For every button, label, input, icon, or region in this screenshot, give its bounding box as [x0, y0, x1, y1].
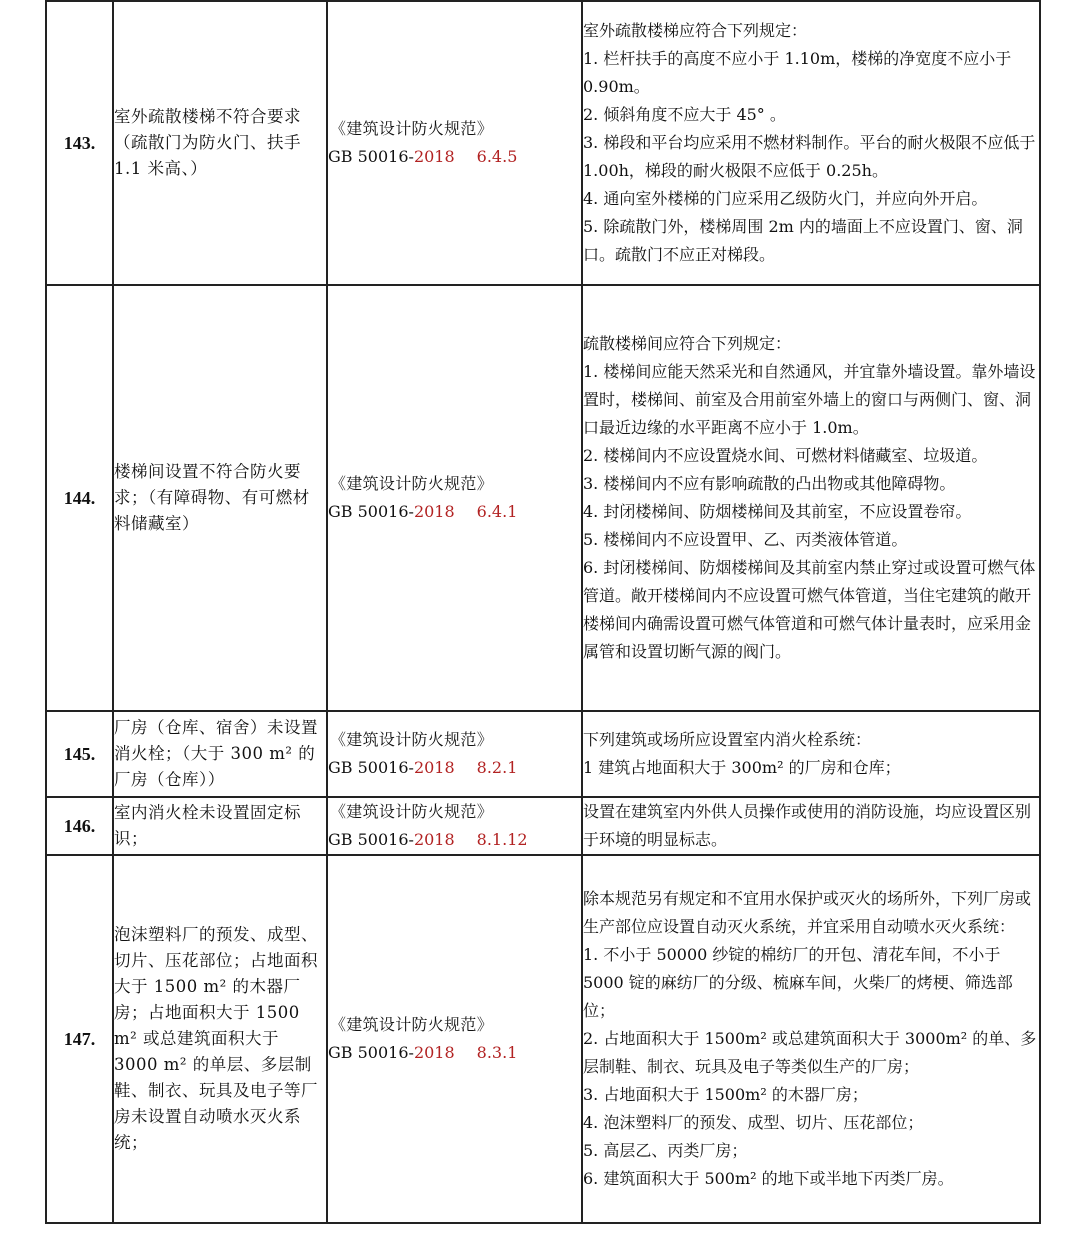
clause-number: 8.1.12 [476, 830, 528, 849]
requirement-line: 1. 栏杆扶手的高度不应小于 1.10m，楼梯的净宽度不应小于 0.90m。 [583, 49, 1012, 96]
requirement-line: 除本规范另有规定和不宜用水保护或灭火的场所外，下列厂房或生产部位应设置自动灭火系统，并宜采用自动喷水灭火系统： [583, 889, 1032, 936]
issue-description: 厂房（仓库、宿舍）未设置消火栓；（大于 300 m² 的厂房（仓库）） [113, 711, 327, 797]
requirement-line: 设置在建筑室内外供人员操作或使用的消防设施，均应设置区别于环境的明显标志。 [583, 802, 1032, 849]
requirement-line: 4. 封闭楼梯间、防烟楼梯间及其前室，不应设置卷帘。 [583, 502, 972, 521]
row-number: 143. [46, 1, 113, 285]
code-number: GB 50016- [328, 1043, 414, 1062]
legal-basis [327, 797, 582, 855]
requirement-text [582, 1, 1040, 285]
row-number: 147. [46, 855, 113, 1223]
requirement-line: 5. 除疏散门外，楼梯周围 2m 内的墙面上不应设置门、窗、洞口。疏散门不应正对梯段。 [583, 217, 1023, 264]
legal-basis [327, 711, 582, 797]
table-row [46, 711, 1040, 797]
code-title: 《建筑设计防火规范》 [330, 730, 494, 749]
requirement-line: 3. 梯段和平台均应采用不燃材料制作。平台的耐火极限不应低于 1.00h，梯段的耐火极限不应低于 0.25h。 [583, 133, 1036, 180]
requirement-text [582, 797, 1040, 855]
code-year: 2018 [413, 147, 455, 166]
requirement-line: 3. 楼梯间内不应有影响疏散的凸出物或其他障碍物。 [583, 474, 956, 493]
requirement-line: 6. 建筑面积大于 500m² 的地下或半地下丙类厂房。 [583, 1169, 954, 1188]
clause-number: 6.4.5 [476, 147, 518, 166]
clause-number: 6.4.1 [476, 502, 518, 521]
code-number: GB 50016- [328, 758, 414, 777]
regulation-table [45, 0, 1041, 1224]
issue-description: 室外疏散楼梯不符合要求（疏散门为防火门、扶手 1.1 米高、） [113, 1, 327, 285]
requirement-line: 2. 占地面积大于 1500m² 或总建筑面积大于 3000m² 的单、多层制鞋、制衣、玩具及电子等类似生产的厂房； [583, 1029, 1037, 1076]
requirement-line: 2. 倾斜角度不应大于 45° 。 [583, 105, 786, 124]
clause-number: 8.3.1 [476, 1043, 518, 1062]
requirement-line: 2. 楼梯间内不应设置烧水间、可燃材料储藏室、垃圾道。 [583, 446, 988, 465]
requirement-text [582, 855, 1040, 1223]
legal-basis [327, 285, 582, 711]
requirement-line: 5. 楼梯间内不应设置甲、乙、丙类液体管道。 [583, 530, 908, 549]
code-year: 2018 [413, 758, 455, 777]
requirement-line: 3. 占地面积大于 1500m² 的木器厂房； [583, 1085, 868, 1104]
row-number: 144. [46, 285, 113, 711]
issue-description: 泡沫塑料厂的预发、成型、切片、压花部位；占地面积大于 1500 m² 的木器厂房；占地面积大于 1500 m² 或总建筑面积大于 3000 m² 的单层、多层制鞋、制衣、玩具及电子等厂房未设置自动喷水灭火系统； [113, 855, 327, 1223]
code-title: 《建筑设计防火规范》 [330, 1015, 494, 1034]
code-number: GB 50016- [328, 502, 414, 521]
row-number: 146. [46, 797, 113, 855]
code-title: 《建筑设计防火规范》 [330, 474, 494, 493]
requirement-line: 5. 高层乙、丙类厂房； [583, 1141, 748, 1160]
code-year: 2018 [413, 502, 455, 521]
requirement-line: 1. 不小于 50000 纱锭的棉纺厂的开包、清花车间，不小于 5000 锭的麻纺厂的分级、梳麻车间，火柴厂的烤梗、筛选部位； [583, 945, 1013, 1020]
legal-basis [327, 855, 582, 1223]
clause-number: 8.2.1 [476, 758, 518, 777]
requirement-line: 6. 封闭楼梯间、防烟楼梯间及其前室内禁止穿过或设置可燃气体管道。敞开楼梯间内不应设置可燃气体管道，当住宅建筑的敞开楼梯间内确需设置可燃气体管道和可燃气体计量表时，应采用金属管和设置切断气源的阀门。 [583, 558, 1036, 661]
requirement-line: 1 建筑占地面积大于 300m² 的厂房和仓库； [583, 758, 901, 777]
code-year: 2018 [413, 1043, 455, 1062]
code-title: 《建筑设计防火规范》 [330, 802, 494, 821]
issue-description: 室内消火栓未设置固定标识； [113, 797, 327, 855]
table-row [46, 1, 1040, 285]
row-number: 145. [46, 711, 113, 797]
table-row [46, 285, 1040, 711]
legal-basis [327, 1, 582, 285]
code-title: 《建筑设计防火规范》 [330, 119, 494, 138]
requirement-text [582, 711, 1040, 797]
requirement-text [582, 285, 1040, 711]
requirement-line: 1. 楼梯间应能天然采光和自然通风，并宜靠外墙设置。靠外墙设置时，楼梯间、前室及合用前室外墙上的窗口与两侧门、窗、洞口最近边缘的水平距离不应小于 1.0m。 [583, 362, 1036, 437]
table-row [46, 797, 1040, 855]
requirement-line: 4. 泡沫塑料厂的预发、成型、切片、压花部位； [583, 1113, 924, 1132]
code-year: 2018 [413, 830, 455, 849]
table-row [46, 855, 1040, 1223]
code-number: GB 50016- [328, 147, 414, 166]
requirement-line: 下列建筑或场所应设置室内消火栓系统： [583, 730, 872, 749]
requirement-line: 4. 通向室外楼梯的门应采用乙级防火门，并应向外开启。 [583, 189, 988, 208]
requirement-line: 室外疏散楼梯应符合下列规定： [583, 21, 808, 40]
code-number: GB 50016- [328, 830, 414, 849]
requirement-line: 疏散楼梯间应符合下列规定： [583, 334, 792, 353]
issue-description: 楼梯间设置不符合防火要求；（有障碍物、有可燃材料储藏室） [113, 285, 327, 711]
